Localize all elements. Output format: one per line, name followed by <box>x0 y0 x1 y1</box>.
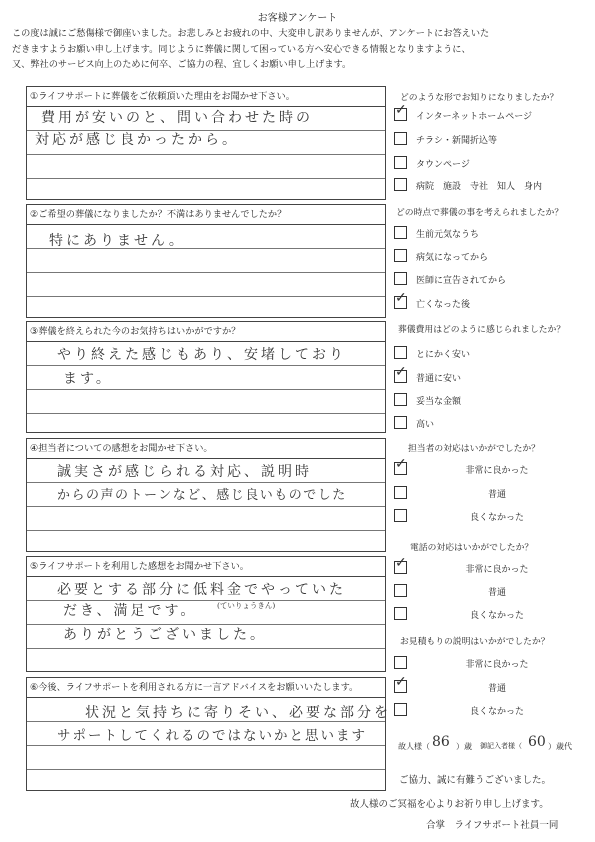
checkbox[interactable] <box>394 102 407 121</box>
phone-heading: 電話の対応はいかがでしたか？ <box>410 543 534 553</box>
question-4-box <box>26 438 386 552</box>
intro-line: だきますようお願い申し上げます。同じように葬儀に関して困っている方へ安心できる情報となりますように、 <box>12 43 471 55</box>
question-3-label: ③葬儀を終えられた今のお気持ちはいかがですか？ <box>27 322 385 342</box>
checkbox[interactable] <box>394 364 407 383</box>
staff-option-label: 非常に良かった <box>465 466 529 476</box>
question-3-answer-line[interactable]: やり終えた感じもあり、安堵しており <box>57 347 346 363</box>
checkbox[interactable] <box>394 393 407 406</box>
question-1-answer-line[interactable]: 対応が感じ良かったから。 <box>35 132 239 148</box>
question-4-label: ④担当者についての感想をお聞かせ下さい。 <box>27 439 385 459</box>
cost-option-label: 普通に安い <box>416 374 462 384</box>
writer-age-unit: ）歳代 <box>548 742 572 751</box>
question-5-reading-note: (ていりょうきん) <box>217 601 276 610</box>
cost-option-label: 高い <box>416 420 435 430</box>
question-4-answer-line[interactable]: 誠実さが感じられる対応、説明時 <box>57 464 312 480</box>
question-5-answer-line[interactable]: ありがとうございました。 <box>63 627 267 643</box>
know-option-label: 病院 施設 寺社 知人 身内 <box>416 182 543 192</box>
checkbox[interactable] <box>394 346 407 359</box>
checkbox[interactable] <box>394 656 407 669</box>
deceased-age-label: 故人様（ <box>398 742 430 751</box>
checkbox[interactable] <box>394 249 407 262</box>
question-1-box <box>26 86 386 200</box>
question-6-box <box>26 677 391 791</box>
intro-text <box>12 26 592 73</box>
know-option-label: インターネットホームページ <box>416 112 533 122</box>
checkbox[interactable] <box>394 584 407 597</box>
checkbox[interactable] <box>394 703 407 716</box>
checkbox[interactable] <box>394 132 407 145</box>
know-heading: どのような形でお知りになりましたか？ <box>400 93 559 103</box>
checkbox[interactable] <box>394 226 407 239</box>
checkmark-icon: ✓ <box>395 456 407 472</box>
estimate-heading: お見積もりの説明はいかがでしたか？ <box>400 637 550 647</box>
checkbox[interactable] <box>394 456 407 475</box>
staff-option-label: 良くなかった <box>469 513 524 523</box>
question-2-answer-line[interactable]: 特にありません。 <box>49 233 186 249</box>
estimate-option-label: 非常に良かった <box>465 660 529 670</box>
checkbox[interactable] <box>394 555 407 574</box>
checkbox[interactable] <box>394 509 407 522</box>
checkbox[interactable] <box>394 607 407 620</box>
intro-line: 又、弊社のサービス向上のために何卒、ご協力の程、宜しくお願い申し上げます。 <box>12 59 352 70</box>
checkbox[interactable] <box>394 486 407 499</box>
deceased-age-value[interactable]: 86 <box>432 734 450 750</box>
phone-option-label: 良くなかった <box>469 611 524 621</box>
checkbox[interactable] <box>394 272 407 285</box>
staff-option-label: 普通 <box>487 490 506 500</box>
checkbox[interactable] <box>394 156 407 169</box>
question-1-answer-line[interactable]: 費用が安いのと、問い合わせた時の <box>41 110 313 126</box>
when-option-label: 病気になってから <box>416 253 489 263</box>
know-option-label: タウンページ <box>416 160 470 170</box>
question-5-answer-line[interactable]: だき、満足です。 <box>63 603 198 619</box>
checkbox[interactable] <box>394 416 407 429</box>
staff-heading: 担当者の対応はいかがでしたか？ <box>408 444 540 454</box>
question-3-box <box>26 321 386 433</box>
question-6-answer-line[interactable]: 状況と気持ちに寄りそい、必要な部分を <box>85 705 391 721</box>
checkbox[interactable] <box>394 178 407 191</box>
checkbox[interactable] <box>394 290 407 309</box>
question-6-answer-line[interactable]: サポートしてくれるのではないかと思います <box>57 728 367 744</box>
phone-option-label: 普通 <box>487 588 506 598</box>
checkmark-icon: ✓ <box>395 674 407 690</box>
cost-heading: 葬儀費用はどのように感じられましたか？ <box>398 325 566 335</box>
prayer-text: 故人様のご冥福を心よりお祈り申し上げます。 <box>350 799 549 810</box>
question-3-answer-line[interactable]: ます。 <box>63 371 113 387</box>
when-option-label: 医師に宣告されてから <box>416 276 507 286</box>
signature-text: 合掌 ライフサポート社員一同 <box>426 820 559 831</box>
checkmark-icon: ✓ <box>395 290 407 306</box>
question-2-box <box>26 204 386 318</box>
deceased-age-unit: ）歳 <box>456 742 472 751</box>
estimate-option-label: 良くなかった <box>469 707 524 717</box>
intro-line: この度は誠にご愁傷様で御座いました。お悲しみとお疲れの中、大変申し訳ありませんが、アンケートにお答えいた <box>12 28 490 39</box>
estimate-option-label: 普通 <box>487 684 506 694</box>
checkmark-icon: ✓ <box>395 102 407 118</box>
cost-option-label: 妥当な金額 <box>416 397 462 407</box>
when-option-label: 亡くなった後 <box>416 300 471 310</box>
checkmark-icon: ✓ <box>395 555 407 571</box>
cost-option-label: とにかく安い <box>416 350 471 360</box>
thanks-text: ご協力、誠に有難うございました。 <box>399 775 552 786</box>
question-1-label: ①ライフサポートに葬儀をご依頼頂いた理由をお聞かせ下さい。 <box>27 87 385 107</box>
checkmark-icon: ✓ <box>395 364 407 380</box>
question-5-label: ⑤ライフサポートを利用した感想をお聞かせ下さい。 <box>27 557 385 577</box>
when-heading: どの時点で葬儀の事を考えられましたか？ <box>396 208 564 218</box>
when-option-label: 生前元気なうち <box>416 230 480 240</box>
question-5-box <box>26 556 386 672</box>
writer-age-label: 御記入者様（ <box>480 742 522 750</box>
question-5-answer-line[interactable]: 必要とする部分に低料金でやっていた <box>57 582 346 598</box>
writer-age-value[interactable]: 60 <box>528 734 546 750</box>
question-6-label: ⑥今後、ライフサポートを利用される方に一言アドバイスをお願いいたします。 <box>27 678 385 698</box>
survey-title: お客様アンケート <box>257 13 338 24</box>
question-2-label: ②ご希望の葬儀になりましたか？不満はありませんでしたか？ <box>27 205 385 225</box>
know-option-label: チラシ・新聞折込等 <box>416 136 498 146</box>
question-4-answer-line[interactable]: からの声のトーンなど、感じ良いものでした <box>57 488 347 503</box>
phone-option-label: 非常に良かった <box>465 565 529 575</box>
checkbox[interactable] <box>394 674 407 693</box>
